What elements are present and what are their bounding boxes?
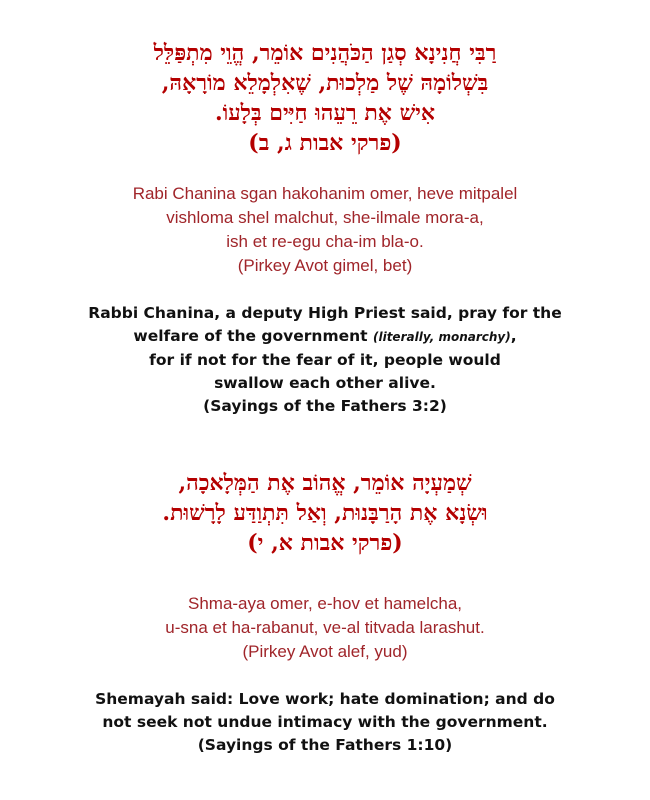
quote1-hebrew-line: בִּשְׁלוֹמָהּ שֶׁל מַלְכוּת, שֶׁאִלְמָלֵא מוֹרָאָהּ,	[161, 70, 489, 96]
quote1-hebrew	[0, 38, 650, 158]
quote1-hebrew-source: (פרקי אבות ג, ב)	[248, 130, 402, 156]
quote1-english-punct: ,	[510, 327, 517, 345]
quote1-hebrew-line: אִישׁ אֶת רֵעֵהוּ חַיִּים בְּלָעוֹ.	[214, 100, 436, 126]
quote2-translit-source: (Pirkey Avot alef, yud)	[242, 642, 408, 661]
quote1-english-source: (Sayings of the Fathers 3:2)	[203, 397, 447, 415]
quote1-transliteration	[0, 182, 650, 278]
quote2-hebrew-line: וּשְׂנָא אֶת הָרַבָּנוּת, וְאַל תִּתְוַדַּע לָרָשׁוּת.	[162, 500, 488, 526]
quote2-english	[0, 688, 650, 757]
quote1-english	[0, 302, 650, 418]
quote1-translit-line: Rabi Chanina sgan hakohanim omer, heve mitpalel	[132, 184, 518, 203]
quote1-english-line: swallow each other alive.	[214, 374, 436, 392]
quote2-translit-line: Shma-aya omer, e-hov et hamelcha,	[187, 594, 463, 613]
quote2-translit-line: u-sna et ha-rabanut, ve-al titvada larashut.	[165, 618, 485, 637]
quote1-translit-line: ish et re-egu cha-im bla-o.	[226, 232, 424, 251]
quote1-translit-line: vishloma shel malchut, she-ilmale mora-a,	[166, 208, 484, 227]
quote1-english-text: welfare of the government	[133, 327, 373, 345]
quote1-hebrew-line: רַבִּי חֲנִינָא סְגַן הַכֹּהֲנִים אוֹמֵר, הֱוֵי מִתְפַּלֵּל	[153, 40, 497, 66]
quote1-english-line	[0, 325, 650, 349]
quote2-transliteration	[0, 592, 650, 664]
quote1-english-line: Rabbi Chanina, a deputy High Priest said, pray for the	[88, 304, 562, 322]
quote1-english-line: for if not for the fear of it, people would	[149, 351, 501, 369]
quote1-translit-source: (Pirkey Avot gimel, bet)	[237, 256, 413, 275]
quote2-hebrew-line: שְׁמַעְיָה אוֹמֵר, אֱהוֹב אֶת הַמְּלָאכָה,	[178, 470, 472, 496]
quote2-english-line: Shemayah said: Love work; hate domination; and do	[95, 690, 555, 708]
quote2-hebrew	[0, 468, 650, 558]
quote2-english-source: (Sayings of the Fathers 1:10)	[197, 736, 453, 754]
quote1-english-note: (literally, monarchy)	[372, 330, 511, 344]
quote2-english-line: not seek not undue intimacy with the government.	[102, 713, 548, 731]
quote2-hebrew-source: (פרקי אבות א, י)	[247, 530, 403, 556]
